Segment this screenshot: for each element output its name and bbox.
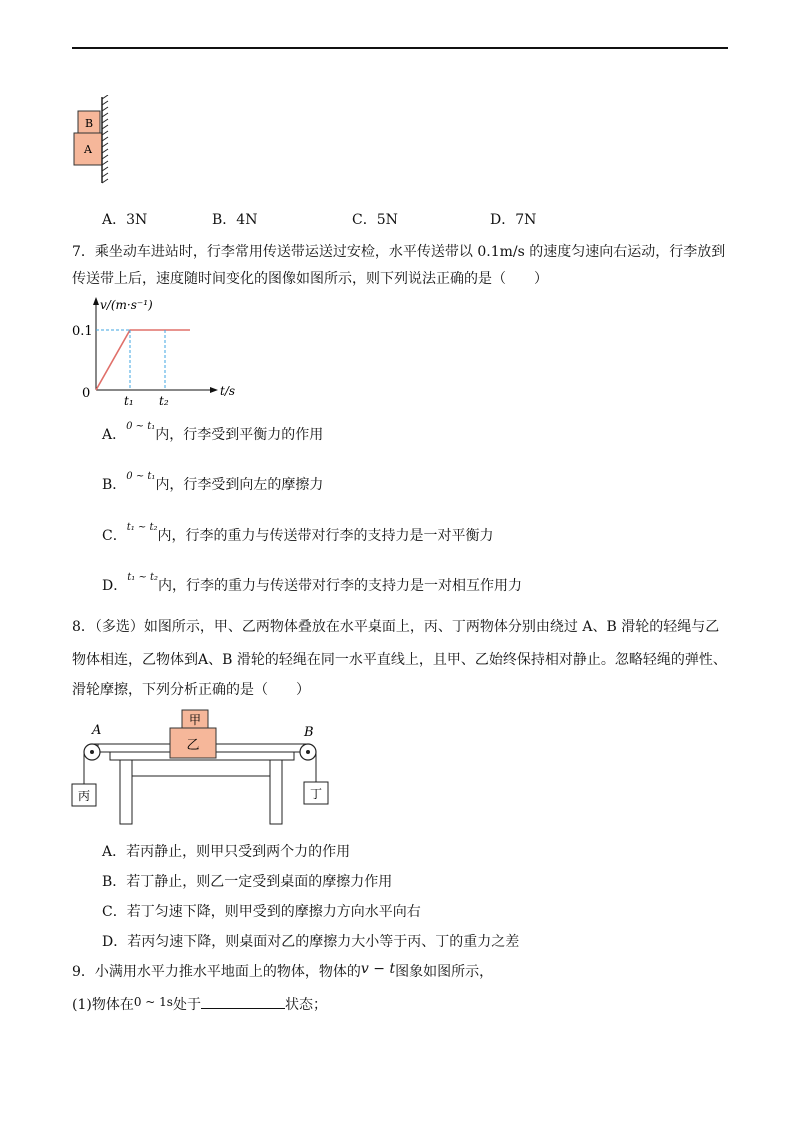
block-a-label: A xyxy=(84,143,92,156)
q8-stem-line2: 物体相连，乙物体到A、B 滑轮的轻绳在同一水平直线上，且甲、乙始终保持相对静止。忽略轻绳的弹性、 xyxy=(72,652,727,668)
pulley-b-label: B xyxy=(304,725,314,740)
y-tick-label: 0.1 xyxy=(72,324,93,339)
q8-option-c[interactable]: C．若丁匀速下降，则甲受到的摩擦力方向水平向右 xyxy=(102,904,421,920)
q7-option-c-text: 内，行李的重力与传送带对行李的支持力是一对平衡力 xyxy=(157,528,494,544)
y-axis-label: v/(m·s⁻¹) xyxy=(100,298,153,312)
q7-option-c-range: t₁ ~ t₂ xyxy=(126,522,158,533)
q9-sub1-range: 0 ~ 1s xyxy=(133,995,173,1009)
x-axis-arrow xyxy=(210,387,218,393)
block-bing-label: 丙 xyxy=(77,789,91,803)
velocity-line xyxy=(96,330,190,390)
q9-sub1-suffix: 状态； xyxy=(284,997,327,1013)
q7-option-a-letter: A． xyxy=(102,427,127,443)
q7-option-a-text: 内，行李受到平衡力的作用 xyxy=(155,427,324,443)
q6-option-b[interactable]: B．4N xyxy=(212,212,258,228)
pulley-b-axle xyxy=(306,750,310,754)
q8-option-a[interactable]: A．若丙静止，则甲只受到两个力的作用 xyxy=(102,844,351,860)
block-ding-label: 丁 xyxy=(309,787,323,801)
wall-hatching xyxy=(102,95,108,183)
q7-option-c-letter: C． xyxy=(102,528,127,544)
q9-stem-prefix: 9．小满用水平力推水平地面上的物体，物体的 xyxy=(72,964,361,980)
q8-stem-line1: 8．（多选）如图所示，甲、乙两物体叠放在水平桌面上，丙、丁两物体分别由绕过 A、B 滑轮的轻绳与乙 xyxy=(72,619,720,635)
y-axis-arrow xyxy=(93,297,99,305)
q9-sub1-answer-blank[interactable] xyxy=(201,994,285,1009)
q7-stem-line2: 传送带上后，速度随时间变化的图像如图所示，则下列说法正确的是（ ） xyxy=(72,271,548,287)
q6-option-a[interactable]: A．3N xyxy=(102,212,148,228)
q7-option-a[interactable] xyxy=(102,421,324,447)
q9-stem xyxy=(72,962,493,982)
q7-option-c[interactable] xyxy=(102,522,494,548)
q6-figure xyxy=(70,95,120,187)
q8-stem-line3: 滑轮摩擦，下列分析正确的是（ ） xyxy=(72,682,310,698)
q7-option-d-text: 内，行李的重力与传送带对行李的支持力是一对相互作用力 xyxy=(158,578,523,594)
q7-option-d[interactable] xyxy=(102,572,523,598)
table-leg-left xyxy=(120,760,132,824)
q9-sub1-prefix: (1)物体在 xyxy=(72,997,134,1013)
q8-option-b[interactable]: B．若丁静止，则乙一定受到桌面的摩擦力作用 xyxy=(102,874,393,890)
q7-option-b-text: 内，行李受到向左的摩擦力 xyxy=(155,477,324,493)
q9-sub1-mid: 处于 xyxy=(172,997,201,1013)
x-axis-label: t/s xyxy=(220,384,236,398)
q8-figure xyxy=(70,706,350,836)
q6-option-c[interactable]: C．5N xyxy=(352,212,398,228)
t2-label: t₂ xyxy=(159,394,169,408)
q7-option-a-range: 0 ~ t₁ xyxy=(126,421,156,432)
q7-option-b[interactable] xyxy=(102,471,324,497)
block-yi-label: 乙 xyxy=(186,738,200,753)
q7-option-b-range: 0 ~ t₁ xyxy=(126,471,156,482)
pulley-a-label: A xyxy=(92,723,102,738)
q9-stem-vt: v − t xyxy=(360,961,396,977)
block-b-label: B xyxy=(84,117,94,130)
header-rule xyxy=(72,47,728,49)
table-leg-right xyxy=(270,760,282,824)
q8-option-d[interactable]: D．若丙匀速下降，则桌面对乙的摩擦力大小等于丙、丁的重力之差 xyxy=(102,934,520,950)
t1-label: t₁ xyxy=(124,394,134,408)
q7-stem-line1: 7．乘坐动车进站时，行李常用传送带运送过安检，水平传送带以 0.1m/s 的速度匀速向右运动，行李放到 xyxy=(72,244,726,260)
q7-option-d-letter: D． xyxy=(102,578,128,594)
q7-option-b-letter: B． xyxy=(102,477,127,493)
block-jia-label: 甲 xyxy=(188,713,202,727)
pulley-a-axle xyxy=(90,750,94,754)
q9-stem-suffix: 图象如图所示， xyxy=(395,964,494,980)
q9-sub1 xyxy=(72,994,327,1015)
q7-option-d-range: t₁ ~ t₂ xyxy=(127,572,159,583)
q6-option-d[interactable]: D．7N xyxy=(490,212,537,228)
origin-label: 0 xyxy=(82,386,91,401)
q7-vt-graph xyxy=(70,295,260,410)
